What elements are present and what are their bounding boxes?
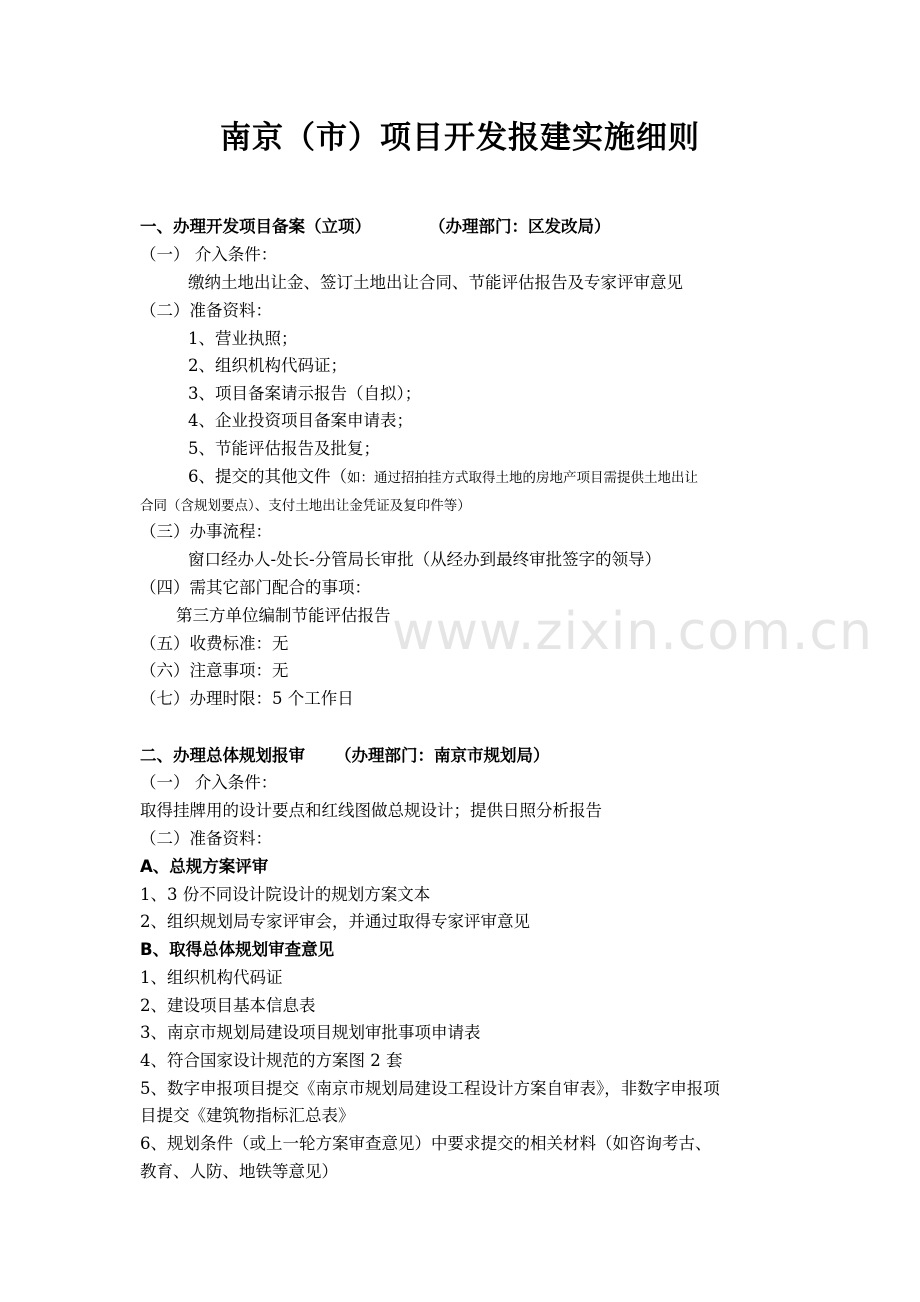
section2-b-item-1: 1、组织机构代码证 bbox=[140, 968, 283, 987]
section1-materials-label: （二）准备资料： bbox=[140, 301, 272, 320]
section2-a-heading: A、总规方案评审 bbox=[140, 857, 269, 876]
watermark: www.zixin.com.cn bbox=[392, 602, 873, 662]
section2-cond-text: 取得挂牌用的设计要点和红线图做总规设计；提供日照分析报告 bbox=[140, 801, 602, 820]
section2-b-item-6-line2: 教育、人防、地铁等意见） bbox=[140, 1162, 338, 1181]
section1-coop-text: 第三方单位编制节能评估报告 bbox=[176, 606, 391, 625]
section2-b-item-3: 3、南京市规划局建设项目规划审批事项申请表 bbox=[140, 1023, 481, 1042]
section1-material-6-main: 6、提交的其他文件（ bbox=[188, 467, 347, 486]
section2-a-item-2: 2、组织规划局专家评审会，并通过取得专家评审意见 bbox=[140, 912, 530, 931]
section2-a-item-1: 1、3 份不同设计院设计的规划方案文本 bbox=[140, 885, 431, 904]
section1-time: （七）办理时限：5 个工作日 bbox=[140, 689, 354, 708]
section2-b-item-6-line1: 6、规划条件（或上一轮方案审查意见）中要求提交的相关材料（如咨询考古、 bbox=[140, 1134, 712, 1153]
section1-material-4: 4、企业投资项目备案申请表； bbox=[188, 411, 413, 430]
section2-b-item-5-line2: 目提交《建筑物指标汇总表》 bbox=[140, 1106, 355, 1125]
section1-cond-text: 缴纳土地出让金、签订土地出让合同、节能评估报告及专家评审意见 bbox=[188, 273, 683, 292]
section1-material-5: 5、节能评估报告及批复； bbox=[188, 439, 380, 458]
section1-coop-label: （四）需其它部门配合的事项： bbox=[140, 578, 371, 597]
section2-b-heading: B、取得总体规划审查意见 bbox=[140, 940, 335, 959]
section1-cond-label: （一） 介入条件： bbox=[140, 245, 278, 264]
page-title: 南京（市）项目开发报建实施细则 bbox=[220, 120, 700, 156]
section1-heading: 一、办理开发项目备案（立项） bbox=[140, 217, 371, 236]
section1-fee: （五）收费标准：无 bbox=[140, 634, 289, 653]
section1-material-6 bbox=[188, 467, 698, 488]
section1-dept: （办理部门：区发改局） bbox=[429, 217, 611, 236]
section2-b-item-4: 4、符合国家设计规范的方案图 2 套 bbox=[140, 1051, 403, 1070]
section2-dept: （办理部门：南京市规划局） bbox=[335, 746, 550, 765]
section1-material-1: 1、营业执照； bbox=[188, 329, 298, 348]
section1-material-2: 2、组织机构代码证； bbox=[188, 356, 347, 375]
section1-notes: （六）注意事项：无 bbox=[140, 661, 289, 680]
section2-heading-line bbox=[140, 746, 550, 766]
section1-material-6-cont: 合同（含规划要点）、支付土地出让金凭证及复印件等） bbox=[140, 498, 471, 514]
section1-process-text: 窗口经办人-处长-分管局长审批（从经办到最终审批签字的领导） bbox=[188, 550, 662, 569]
section1-heading-line bbox=[140, 217, 611, 237]
section2-materials-label: （二）准备资料： bbox=[140, 829, 272, 848]
section2-cond-label: （一） 介入条件： bbox=[140, 773, 278, 792]
section1-material-3: 3、项目备案请示报告（自拟）； bbox=[188, 384, 422, 403]
section2-heading: 二、办理总体规划报审 bbox=[140, 746, 305, 765]
section2-b-item-2: 2、建设项目基本信息表 bbox=[140, 996, 316, 1015]
section2-b-item-5-line1: 5、数字申报项目提交《南京市规划局建设工程设计方案自审表》，非数字申报项 bbox=[140, 1079, 720, 1098]
section1-material-6-note: 如：通过招拍挂方式取得土地的房地产项目需提供土地出让 bbox=[347, 470, 698, 486]
section1-process-label: （三）办事流程： bbox=[140, 522, 272, 541]
